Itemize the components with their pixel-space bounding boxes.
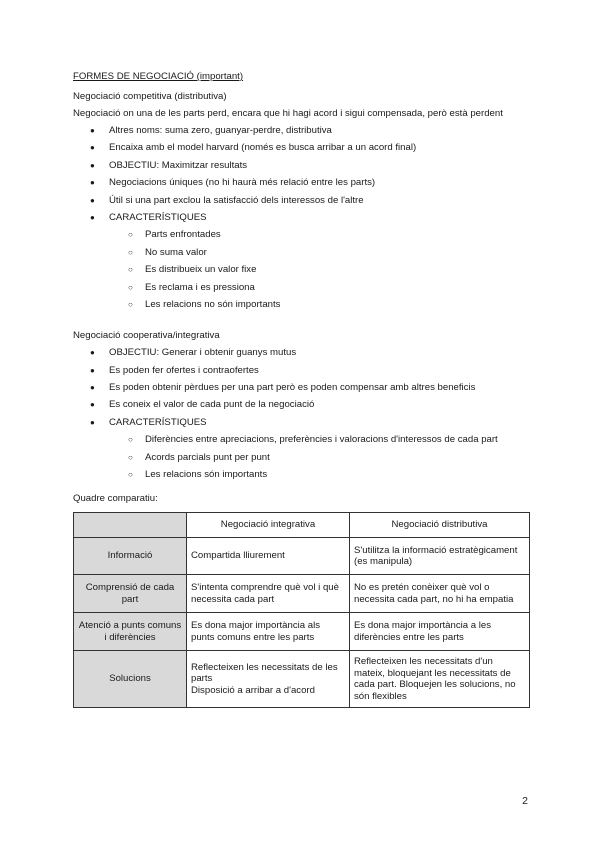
list-item: ● Encaixa amb el model harvard (només es busca arribar a un acord final) bbox=[90, 142, 417, 154]
section-heading-cooperative: Negociació cooperativa/integrativa bbox=[73, 330, 220, 342]
table-corner-cell bbox=[74, 513, 187, 538]
bullet-dot-icon: ● bbox=[90, 195, 95, 205]
list-item: ○ No suma valor bbox=[128, 246, 207, 258]
bullet-dot-icon: ● bbox=[90, 212, 95, 222]
table-cell: Reflecteixen les necessitats de les parts Disposició a arribar a d'acord bbox=[187, 651, 350, 708]
table-row bbox=[74, 651, 530, 708]
table-header-row bbox=[74, 513, 530, 538]
bullet-dot-icon: ● bbox=[90, 160, 95, 170]
list-item: ● Negociacions úniques (no hi haurà més relació entre les parts) bbox=[90, 177, 376, 189]
table-cell: Es dona major importància als punts comuns entre les parts bbox=[187, 613, 350, 651]
table-cell: Reflecteixen les necessitats d'un mateix, bloquejant les necessitats de cada part. Bloquejen les solucions, no són flexibles bbox=[350, 651, 530, 708]
row-header: Solucions bbox=[74, 651, 187, 708]
column-header-distributiva: Negociació distributiva bbox=[350, 513, 530, 538]
list-item: ● CARACTERÍSTIQUES ○ Diferències entre apreciacions, preferències i valoracions d'interessos de cada part ○ Acords parcials punt per punt ○ Les relacions són importants bbox=[73, 416, 543, 482]
competitive-characteristics-list bbox=[109, 228, 543, 312]
table-title: Quadre comparatiu: bbox=[73, 493, 158, 505]
list-item: ● CARACTERÍSTIQUES ○ Parts enfrontades ○ No suma valor ○ Es distribueix un valor fixe ○ Es reclama i es pressiona ○ Les relacions no són importants bbox=[73, 211, 543, 312]
table-cell: Compartida lliurement bbox=[187, 538, 350, 575]
cooperative-bullet-list bbox=[73, 346, 543, 482]
table-cell: S'utilitza la informació estratègicament (es manipula) bbox=[350, 538, 530, 575]
bullet-circle-icon: ○ bbox=[128, 265, 133, 275]
competitive-bullet-list bbox=[73, 124, 543, 312]
bullet-circle-icon: ○ bbox=[128, 247, 133, 257]
page-title: FORMES DE NEGOCIACIÓ (important) bbox=[73, 71, 244, 82]
row-header: Comprensió de cada part bbox=[74, 575, 187, 613]
bullet-dot-icon: ● bbox=[90, 383, 95, 393]
list-item: ● OBJECTIU: Maximitzar resultats bbox=[90, 159, 248, 171]
document-body bbox=[73, 70, 543, 708]
bullet-circle-icon: ○ bbox=[128, 452, 133, 462]
row-header: Atenció a punts comuns i diferències bbox=[74, 613, 187, 651]
table-row bbox=[74, 613, 530, 651]
list-item: ● Es poden fer ofertes i contraofertes bbox=[90, 364, 259, 376]
bullet-dot-icon: ● bbox=[90, 365, 95, 375]
column-header-integrativa: Negociació integrativa bbox=[187, 513, 350, 538]
list-item: ○ Les relacions no són importants bbox=[128, 298, 281, 310]
table-cell: S'intenta comprendre què vol i què necessita cada part bbox=[187, 575, 350, 613]
list-item: ○ Acords parcials punt per punt bbox=[128, 451, 270, 463]
bullet-dot-icon: ● bbox=[90, 348, 95, 358]
bullet-circle-icon: ○ bbox=[128, 470, 133, 480]
cooperative-characteristics-list bbox=[109, 433, 543, 482]
bullet-circle-icon: ○ bbox=[128, 230, 133, 240]
bullet-dot-icon: ● bbox=[90, 417, 95, 427]
comparison-table bbox=[73, 512, 530, 708]
list-item: ● Altres noms: suma zero, guanyar-perdre, distributiva bbox=[90, 125, 332, 136]
bullet-dot-icon: ● bbox=[90, 143, 95, 153]
list-item: ● Es coneix el valor de cada punt de la negociació bbox=[90, 399, 315, 411]
bullet-circle-icon: ○ bbox=[128, 435, 133, 445]
bullet-circle-icon: ○ bbox=[128, 299, 133, 309]
list-item: ○ Diferències entre apreciacions, preferències i valoracions d'interessos de cada part bbox=[128, 434, 498, 446]
bullet-dot-icon: ● bbox=[90, 178, 95, 188]
list-item: ○ Es reclama i es pressiona bbox=[128, 281, 255, 293]
list-item: ○ Les relacions són importants bbox=[128, 469, 268, 481]
page-number: 2 bbox=[522, 795, 528, 807]
bullet-dot-icon: ● bbox=[90, 400, 95, 410]
row-header: Informació bbox=[74, 538, 187, 575]
section-intro: Negociació on una de les parts perd, encara que hi hagi acord i sigui compensada, però està perdent bbox=[73, 108, 503, 119]
bullet-circle-icon: ○ bbox=[128, 282, 133, 292]
list-item: ○ Parts enfrontades bbox=[128, 229, 221, 241]
table-row bbox=[74, 575, 530, 613]
list-item: ● OBJECTIU: Generar i obtenir guanys mutus bbox=[90, 347, 297, 359]
list-item: ● Útil si una part exclou la satisfacció dels interessos de l'altre bbox=[90, 194, 364, 206]
table-row bbox=[74, 538, 530, 575]
bullet-dot-icon: ● bbox=[90, 126, 95, 135]
section-heading-competitive: Negociació competitiva (distributiva) bbox=[73, 91, 227, 102]
list-item: ○ Es distribueix un valor fixe bbox=[128, 264, 257, 276]
list-item: ● Es poden obtenir pèrdues per una part però es poden compensar amb altres beneficis bbox=[90, 382, 476, 394]
table-cell: No es pretén conèixer què vol o necessita cada part, no hi ha empatia bbox=[350, 575, 530, 613]
table-cell: Es dona major importància a les diferències entre les parts bbox=[350, 613, 530, 651]
